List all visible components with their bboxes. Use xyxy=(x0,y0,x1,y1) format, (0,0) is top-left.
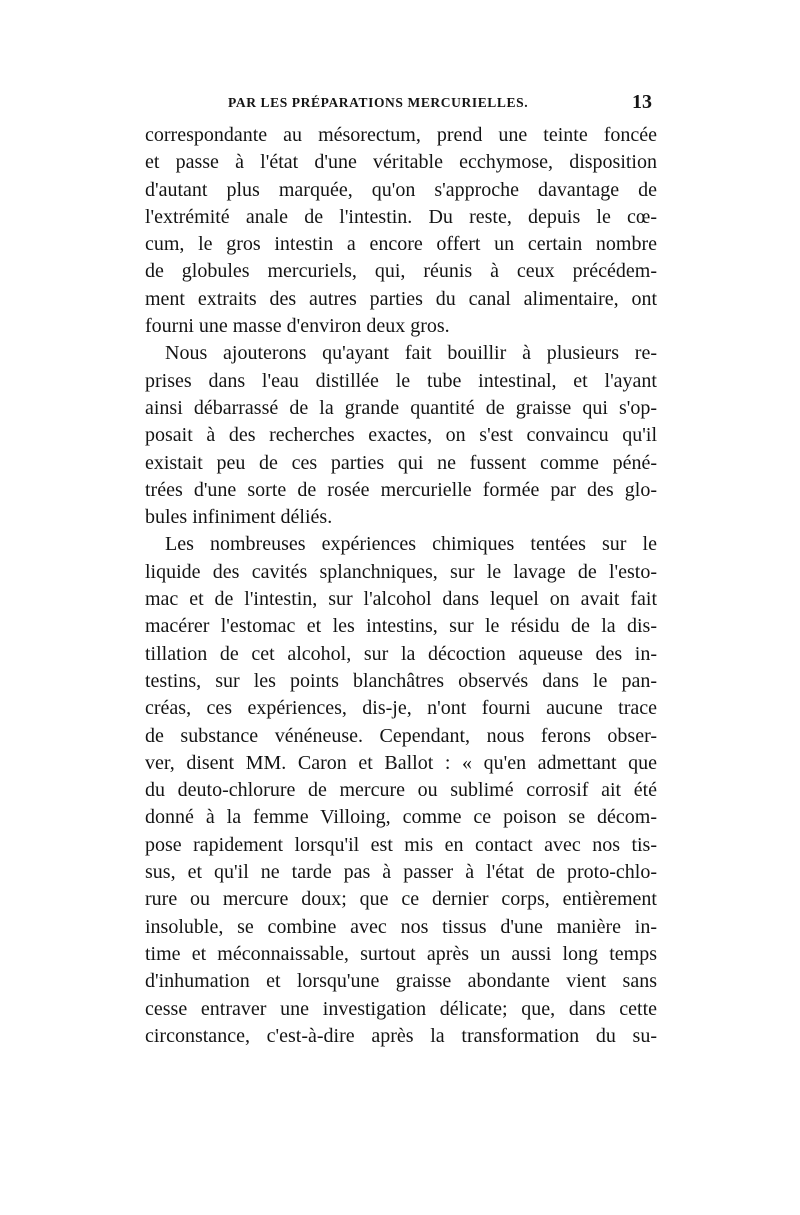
text-line: de globules mercuriels, qui, réunis à ceux précédem- xyxy=(145,260,657,283)
text-line: prises dans l'eau distillée le tube intestinal, et l'ayant xyxy=(145,369,657,392)
text-line: ainsi débarrassé de la grande quantité de graisse qui s'op- xyxy=(145,396,657,419)
text-line: donné à la femme Villoing, comme ce poison se décom- xyxy=(145,806,657,829)
text-line: bules infiniment déliés. xyxy=(145,506,333,529)
text-line: sus, et qu'il ne tarde pas à passer à l'état de proto-chlo- xyxy=(145,861,657,884)
text-line: créas, ces expériences, dis-je, n'ont fourni aucune trace xyxy=(145,697,657,720)
text-line: liquide des cavités splanchniques, sur le lavage de l'esto- xyxy=(145,560,657,583)
text-line: existait peu de ces parties qui ne fussent comme péné- xyxy=(145,451,657,474)
text-line: ment extraits des autres parties du canal alimentaire, ont xyxy=(145,287,657,310)
text-line: ver, disent MM. Caron et Ballot : « qu'en admettant que xyxy=(145,751,657,774)
text-line: et passe à l'état d'une véritable ecchymose, disposition xyxy=(145,151,657,174)
text-line: macérer l'estomac et les intestins, sur le résidu de la dis- xyxy=(145,615,657,638)
text-line: tillation de cet alcohol, sur la décoction aqueuse des in- xyxy=(145,642,657,665)
text-line: cum, le gros intestin a encore offert un certain nombre xyxy=(145,233,657,256)
text-line: d'inhumation et lorsqu'une graisse abondante vient sans xyxy=(145,970,657,993)
text-line: insoluble, se combine avec nos tissus d'une manière in- xyxy=(145,915,657,938)
text-line: testins, sur les points blanchâtres observés dans le pan- xyxy=(145,669,657,692)
text-line: Les nombreuses expériences chimiques tentées sur le xyxy=(165,533,657,556)
text-line: fourni une masse d'environ deux gros. xyxy=(145,315,450,338)
text-line: cesse entraver une investigation délicate; que, dans cette xyxy=(145,997,657,1020)
running-title: PAR LES PRÉPARATIONS MERCURIELLES. xyxy=(228,95,529,110)
text-line: mac et de l'intestin, sur l'alcohol dans lequel on avait fait xyxy=(145,588,657,611)
text-line: circonstance, c'est-à-dire après la transformation du su- xyxy=(145,1024,657,1047)
text-line: correspondante au mésorectum, prend une teinte foncée xyxy=(145,124,657,146)
text-line: l'extrémité anale de l'intestin. Du reste, depuis le cœ- xyxy=(145,205,657,228)
body-text xyxy=(145,122,657,1050)
text-line: Nous ajouterons qu'ayant fait bouillir à plusieurs re- xyxy=(165,342,657,365)
text-line: d'autant plus marquée, qu'on s'approche davantage de xyxy=(145,178,657,201)
text-line: trées d'une sorte de rosée mercurielle formée par des glo- xyxy=(145,478,657,501)
text-line: de substance vénéneuse. Cependant, nous ferons obser- xyxy=(145,724,657,747)
text-line: rure ou mercure doux; que ce dernier corps, entièrement xyxy=(145,888,657,911)
text-line: du deuto-chlorure de mercure ou sublimé corrosif ait été xyxy=(145,779,657,802)
text-line: pose rapidement lorsqu'il est mis en contact avec nos tis- xyxy=(145,833,657,856)
text-line: posait à des recherches exactes, on s'est convaincu qu'il xyxy=(145,424,657,447)
text-line: time et méconnaissable, surtout après un aussi long temps xyxy=(145,942,657,965)
running-head xyxy=(0,93,800,117)
page-number: 13 xyxy=(632,91,652,113)
